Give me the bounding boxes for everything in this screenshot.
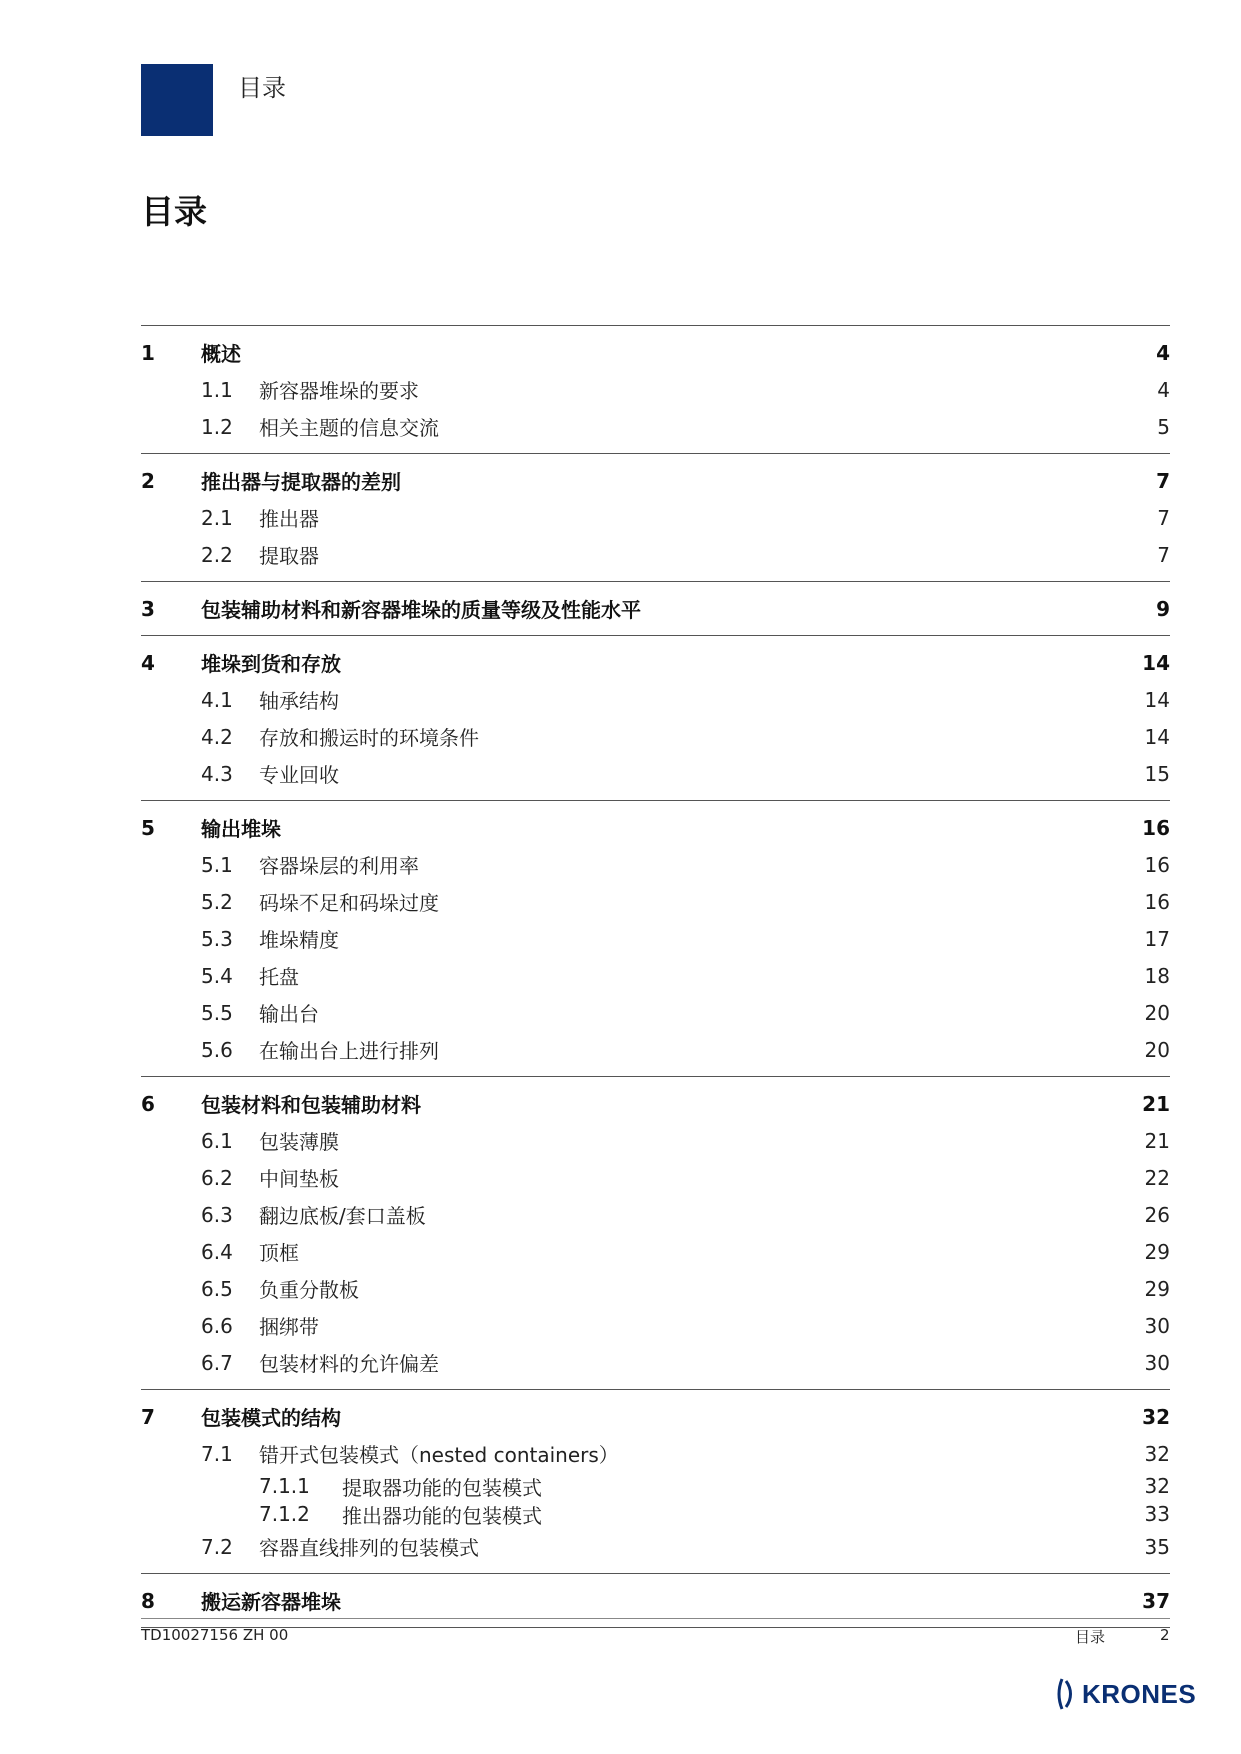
toc-entry-8[interactable] — [141, 1582, 1170, 1619]
toc-entry-number: 2.2 — [201, 542, 233, 567]
toc-entry-page: 33 — [1144, 1502, 1170, 1526]
toc-entry-number: 6 — [141, 1091, 155, 1116]
toc-entry-number: 7 — [141, 1404, 155, 1429]
toc-entry-page: 30 — [1144, 1350, 1170, 1375]
toc-entry-1-1[interactable] — [141, 371, 1170, 408]
toc-entry-page: 17 — [1144, 926, 1170, 951]
toc-entry-title: 顶框 — [259, 1241, 299, 1265]
toc-entry-page: 26 — [1144, 1202, 1170, 1227]
toc-entry-number: 8 — [141, 1588, 155, 1613]
toc-entry-number: 1 — [141, 340, 155, 365]
toc-entry-title: 包装辅助材料和新容器堆垛的质量等级及性能水平 — [201, 598, 641, 622]
toc-entry-page: 15 — [1144, 761, 1170, 786]
toc-entry-page: 21 — [1142, 1091, 1170, 1116]
toc-entry-title: 推出器功能的包装模式 — [342, 1503, 542, 1528]
toc-entry-4[interactable] — [141, 644, 1170, 681]
toc-entry-title: 堆垛到货和存放 — [201, 652, 341, 676]
toc-entry-5-5[interactable] — [141, 994, 1170, 1031]
toc-entry-page: 18 — [1144, 963, 1170, 988]
toc-entry-page: 7 — [1157, 542, 1170, 567]
table-of-contents — [141, 325, 1170, 1628]
toc-entry-title: 存放和搬运时的环境条件 — [259, 726, 479, 750]
toc-entry-page: 16 — [1144, 889, 1170, 914]
toc-entry-number: 6.1 — [201, 1128, 233, 1153]
toc-entry-number: 6.7 — [201, 1350, 233, 1375]
toc-entry-title: 提取器功能的包装模式 — [342, 1475, 542, 1500]
toc-entry-title: 搬运新容器堆垛 — [201, 1590, 341, 1614]
toc-entry-7[interactable] — [141, 1398, 1170, 1435]
toc-entry-title: 错开式包装模式（nested containers） — [259, 1443, 619, 1467]
toc-entry-page: 4 — [1156, 340, 1170, 365]
toc-entry-title: 托盘 — [259, 965, 299, 989]
toc-entry-6-5[interactable] — [141, 1270, 1170, 1307]
footer-divider — [141, 1618, 1170, 1619]
toc-entry-6-2[interactable] — [141, 1159, 1170, 1196]
toc-entry-number: 3 — [141, 596, 155, 621]
toc-entry-page: 16 — [1144, 852, 1170, 877]
toc-section — [141, 454, 1170, 582]
toc-entry-number: 5.4 — [201, 963, 233, 988]
toc-entry-number: 5.6 — [201, 1037, 233, 1062]
toc-entry-page: 20 — [1144, 1037, 1170, 1062]
toc-entry-number: 4.3 — [201, 761, 233, 786]
krones-logo-text: KRONES — [1082, 1678, 1197, 1709]
toc-entry-5-4[interactable] — [141, 957, 1170, 994]
toc-entry-title: 堆垛精度 — [259, 928, 339, 952]
page-title: 目录 — [141, 192, 207, 231]
toc-entry-4-2[interactable] — [141, 718, 1170, 755]
toc-entry-title: 轴承结构 — [259, 689, 339, 713]
toc-entry-title: 翻边底板/套口盖板 — [259, 1204, 426, 1228]
toc-entry-6-6[interactable] — [141, 1307, 1170, 1344]
toc-entry-title: 容器垛层的利用率 — [259, 854, 419, 878]
header-color-block — [141, 64, 213, 136]
footer-page-number: 2 — [1160, 1626, 1170, 1644]
toc-entry-number: 6.3 — [201, 1202, 233, 1227]
toc-entry-number: 6.6 — [201, 1313, 233, 1338]
toc-entry-page: 37 — [1142, 1588, 1170, 1613]
toc-entry-page: 22 — [1144, 1165, 1170, 1190]
toc-entry-4-3[interactable] — [141, 755, 1170, 792]
toc-entry-title: 输出堆垛 — [201, 817, 281, 841]
toc-entry-title: 捆绑带 — [259, 1315, 319, 1339]
toc-entry-page: 4 — [1157, 377, 1170, 402]
krones-logo — [1056, 1676, 1196, 1712]
toc-entry-title: 包装薄膜 — [259, 1130, 339, 1154]
toc-entry-number: 6.5 — [201, 1276, 233, 1301]
toc-entry-title: 输出台 — [259, 1002, 319, 1026]
toc-section — [141, 636, 1170, 801]
toc-entry-2[interactable] — [141, 462, 1170, 499]
toc-entry-title: 包装模式的结构 — [201, 1406, 341, 1430]
toc-entry-7-1-2[interactable] — [141, 1500, 1170, 1528]
toc-entry-number: 7.1.1 — [259, 1474, 310, 1498]
toc-entry-number: 2.1 — [201, 505, 233, 530]
toc-entry-page: 32 — [1144, 1474, 1170, 1498]
toc-entry-title: 容器直线排列的包装模式 — [259, 1536, 479, 1560]
footer-section-label: 目录 — [1075, 1628, 1106, 1646]
toc-entry-2-2[interactable] — [141, 536, 1170, 573]
toc-section — [141, 326, 1170, 454]
toc-entry-number: 4.2 — [201, 724, 233, 749]
toc-section — [141, 801, 1170, 1077]
toc-entry-title: 包装材料的允许偏差 — [259, 1352, 439, 1376]
toc-entry-1-2[interactable] — [141, 408, 1170, 445]
toc-entry-1[interactable] — [141, 334, 1170, 371]
toc-entry-5-2[interactable] — [141, 883, 1170, 920]
toc-entry-number: 7.2 — [201, 1534, 233, 1559]
toc-entry-6-1[interactable] — [141, 1122, 1170, 1159]
toc-entry-page: 29 — [1144, 1276, 1170, 1301]
footer-document-id: TD10027156 ZH 00 — [141, 1626, 289, 1644]
krones-logo-icon — [1056, 1677, 1078, 1711]
toc-entry-title: 概述 — [201, 342, 241, 366]
toc-entry-3[interactable] — [141, 590, 1170, 627]
toc-section — [141, 582, 1170, 636]
toc-entry-page: 14 — [1144, 687, 1170, 712]
toc-entry-7-1[interactable] — [141, 1435, 1170, 1472]
toc-entry-title: 负重分散板 — [259, 1278, 359, 1302]
toc-entry-title: 相关主题的信息交流 — [259, 416, 439, 440]
toc-entry-number: 7.1.2 — [259, 1502, 310, 1526]
toc-entry-4-1[interactable] — [141, 681, 1170, 718]
toc-entry-number: 5.3 — [201, 926, 233, 951]
toc-entry-7-2[interactable] — [141, 1528, 1170, 1565]
toc-entry-number: 2 — [141, 468, 155, 493]
toc-section — [141, 1574, 1170, 1628]
toc-entry-6-4[interactable] — [141, 1233, 1170, 1270]
toc-entry-page: 14 — [1144, 724, 1170, 749]
toc-entry-number: 1.1 — [201, 377, 233, 402]
toc-entry-page: 7 — [1156, 468, 1170, 493]
toc-entry-number: 5.1 — [201, 852, 233, 877]
toc-entry-title: 推出器与提取器的差别 — [201, 470, 401, 494]
toc-entry-title: 专业回收 — [259, 763, 339, 787]
toc-entry-number: 7.1 — [201, 1441, 233, 1466]
toc-entry-title: 新容器堆垛的要求 — [259, 379, 419, 403]
toc-entry-5-6[interactable] — [141, 1031, 1170, 1068]
toc-entry-number: 1.2 — [201, 414, 233, 439]
toc-entry-5-1[interactable] — [141, 846, 1170, 883]
toc-entry-number: 5 — [141, 815, 155, 840]
toc-entry-title: 推出器 — [259, 507, 319, 531]
toc-entry-7-1-1[interactable] — [141, 1472, 1170, 1500]
toc-entry-page: 16 — [1142, 815, 1170, 840]
toc-entry-page: 35 — [1144, 1534, 1170, 1559]
toc-entry-number: 5.2 — [201, 889, 233, 914]
toc-entry-page: 30 — [1144, 1313, 1170, 1338]
toc-entry-number: 5.5 — [201, 1000, 233, 1025]
toc-section — [141, 1077, 1170, 1390]
toc-entry-5-3[interactable] — [141, 920, 1170, 957]
toc-entry-page: 20 — [1144, 1000, 1170, 1025]
toc-entry-page: 9 — [1156, 596, 1170, 621]
toc-entry-6-3[interactable] — [141, 1196, 1170, 1233]
toc-entry-title: 包装材料和包装辅助材料 — [201, 1093, 421, 1117]
toc-entry-number: 6.4 — [201, 1239, 233, 1264]
toc-entry-number: 4 — [141, 650, 155, 675]
toc-entry-6[interactable] — [141, 1085, 1170, 1122]
header-section-label: 目录 — [238, 74, 286, 102]
toc-entry-2-1[interactable] — [141, 499, 1170, 536]
toc-section — [141, 1390, 1170, 1574]
toc-entry-6-7[interactable] — [141, 1344, 1170, 1381]
toc-entry-page: 32 — [1142, 1404, 1170, 1429]
toc-entry-page: 7 — [1157, 505, 1170, 530]
toc-entry-page: 21 — [1144, 1128, 1170, 1153]
toc-entry-5[interactable] — [141, 809, 1170, 846]
toc-entry-title: 在输出台上进行排列 — [259, 1039, 439, 1063]
toc-entry-title: 码垛不足和码垛过度 — [259, 891, 439, 915]
toc-entry-title: 中间垫板 — [259, 1167, 339, 1191]
toc-entry-page: 5 — [1157, 414, 1170, 439]
toc-entry-page: 29 — [1144, 1239, 1170, 1264]
toc-entry-number: 6.2 — [201, 1165, 233, 1190]
toc-entry-page: 32 — [1144, 1441, 1170, 1466]
toc-entry-title: 提取器 — [259, 544, 319, 568]
toc-entry-number: 4.1 — [201, 687, 233, 712]
toc-entry-page: 14 — [1142, 650, 1170, 675]
